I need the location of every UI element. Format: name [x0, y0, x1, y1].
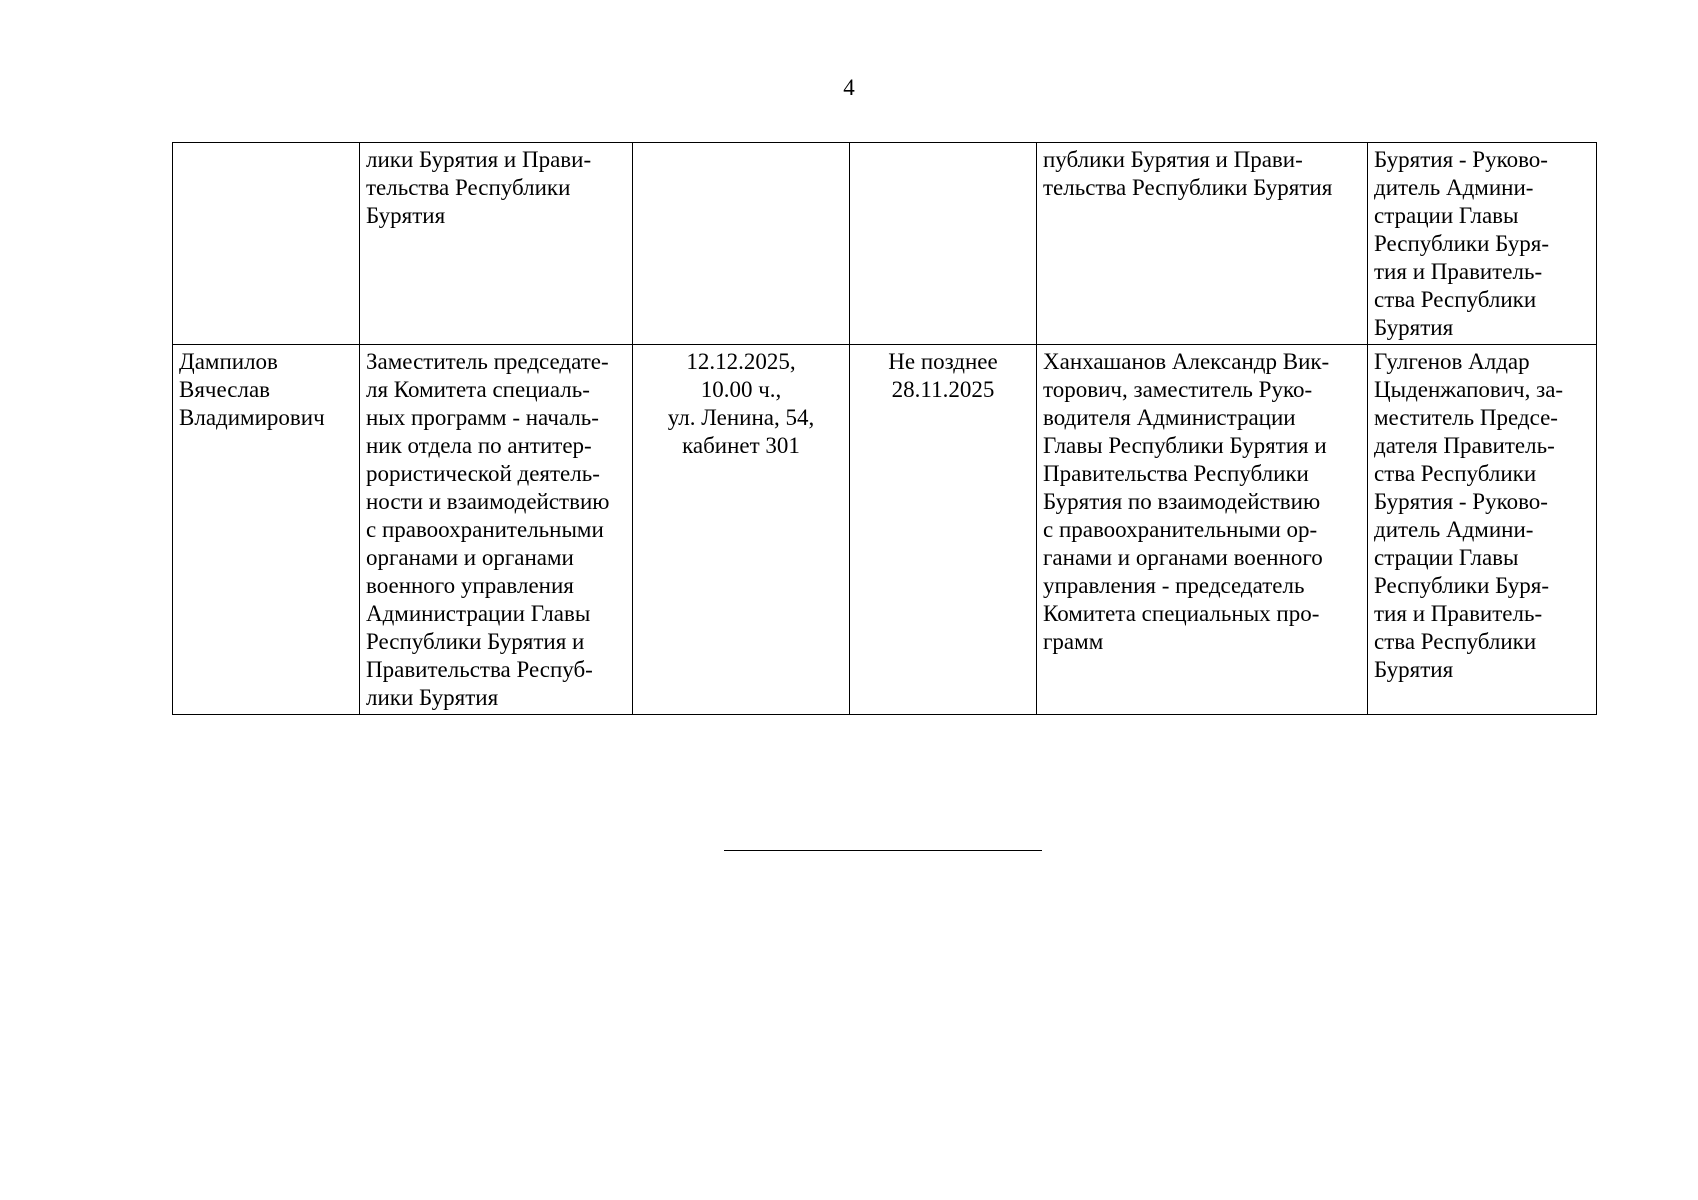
cell-deadline: Не позднее 28.11.2025: [850, 345, 1037, 715]
cell-name: Дампилов Вячеслав Владимирович: [173, 345, 360, 715]
cell-name: [173, 143, 360, 345]
cell-position: Заместитель председате- ля Комитета специаль- ных программ - началь- ник отдела по антитер- рористической деятель- ности и взаимодействию с правоохранительными органами и органами военного управления Администрации Главы Республики Бурятия и Правительства Респуб- лики Бурятия: [360, 345, 633, 715]
cell-deadline: [850, 143, 1037, 345]
page-number: 4: [843, 75, 855, 100]
cell-date-place: 12.12.2025, 10.00 ч., ул. Ленина, 54, кабинет 301: [633, 345, 850, 715]
schedule-table: [172, 142, 1597, 715]
cell-responsible: публики Бурятия и Прави- тельства Республики Бурятия: [1037, 143, 1368, 345]
table-row: [173, 345, 1597, 715]
cell-supervisor: Гулгенов Алдар Цыденжапович, за- меститель Предсе- дателя Правитель- ства Республики Бурятия - Руково- дитель Админи- страции Главы Республики Буря- тия и Правитель- ства Республики Бурятия: [1368, 345, 1597, 715]
table-row: [173, 143, 1597, 345]
cell-supervisor: Бурятия - Руково- дитель Админи- страции Главы Республики Буря- тия и Правитель- ства Республики Бурятия: [1368, 143, 1597, 345]
end-of-document-rule: [724, 850, 1042, 851]
cell-date-place: [633, 143, 850, 345]
cell-position: лики Бурятия и Прави- тельства Республики Бурятия: [360, 143, 633, 345]
cell-responsible: Ханхашанов Александр Вик- торович, заместитель Руко- водителя Администрации Главы Республики Бурятия и Правительства Республики Бурятия по взаимодействию с правоохранительными ор- ганами и органами военного управления - председатель Комитета специальных про- грамм: [1037, 345, 1368, 715]
